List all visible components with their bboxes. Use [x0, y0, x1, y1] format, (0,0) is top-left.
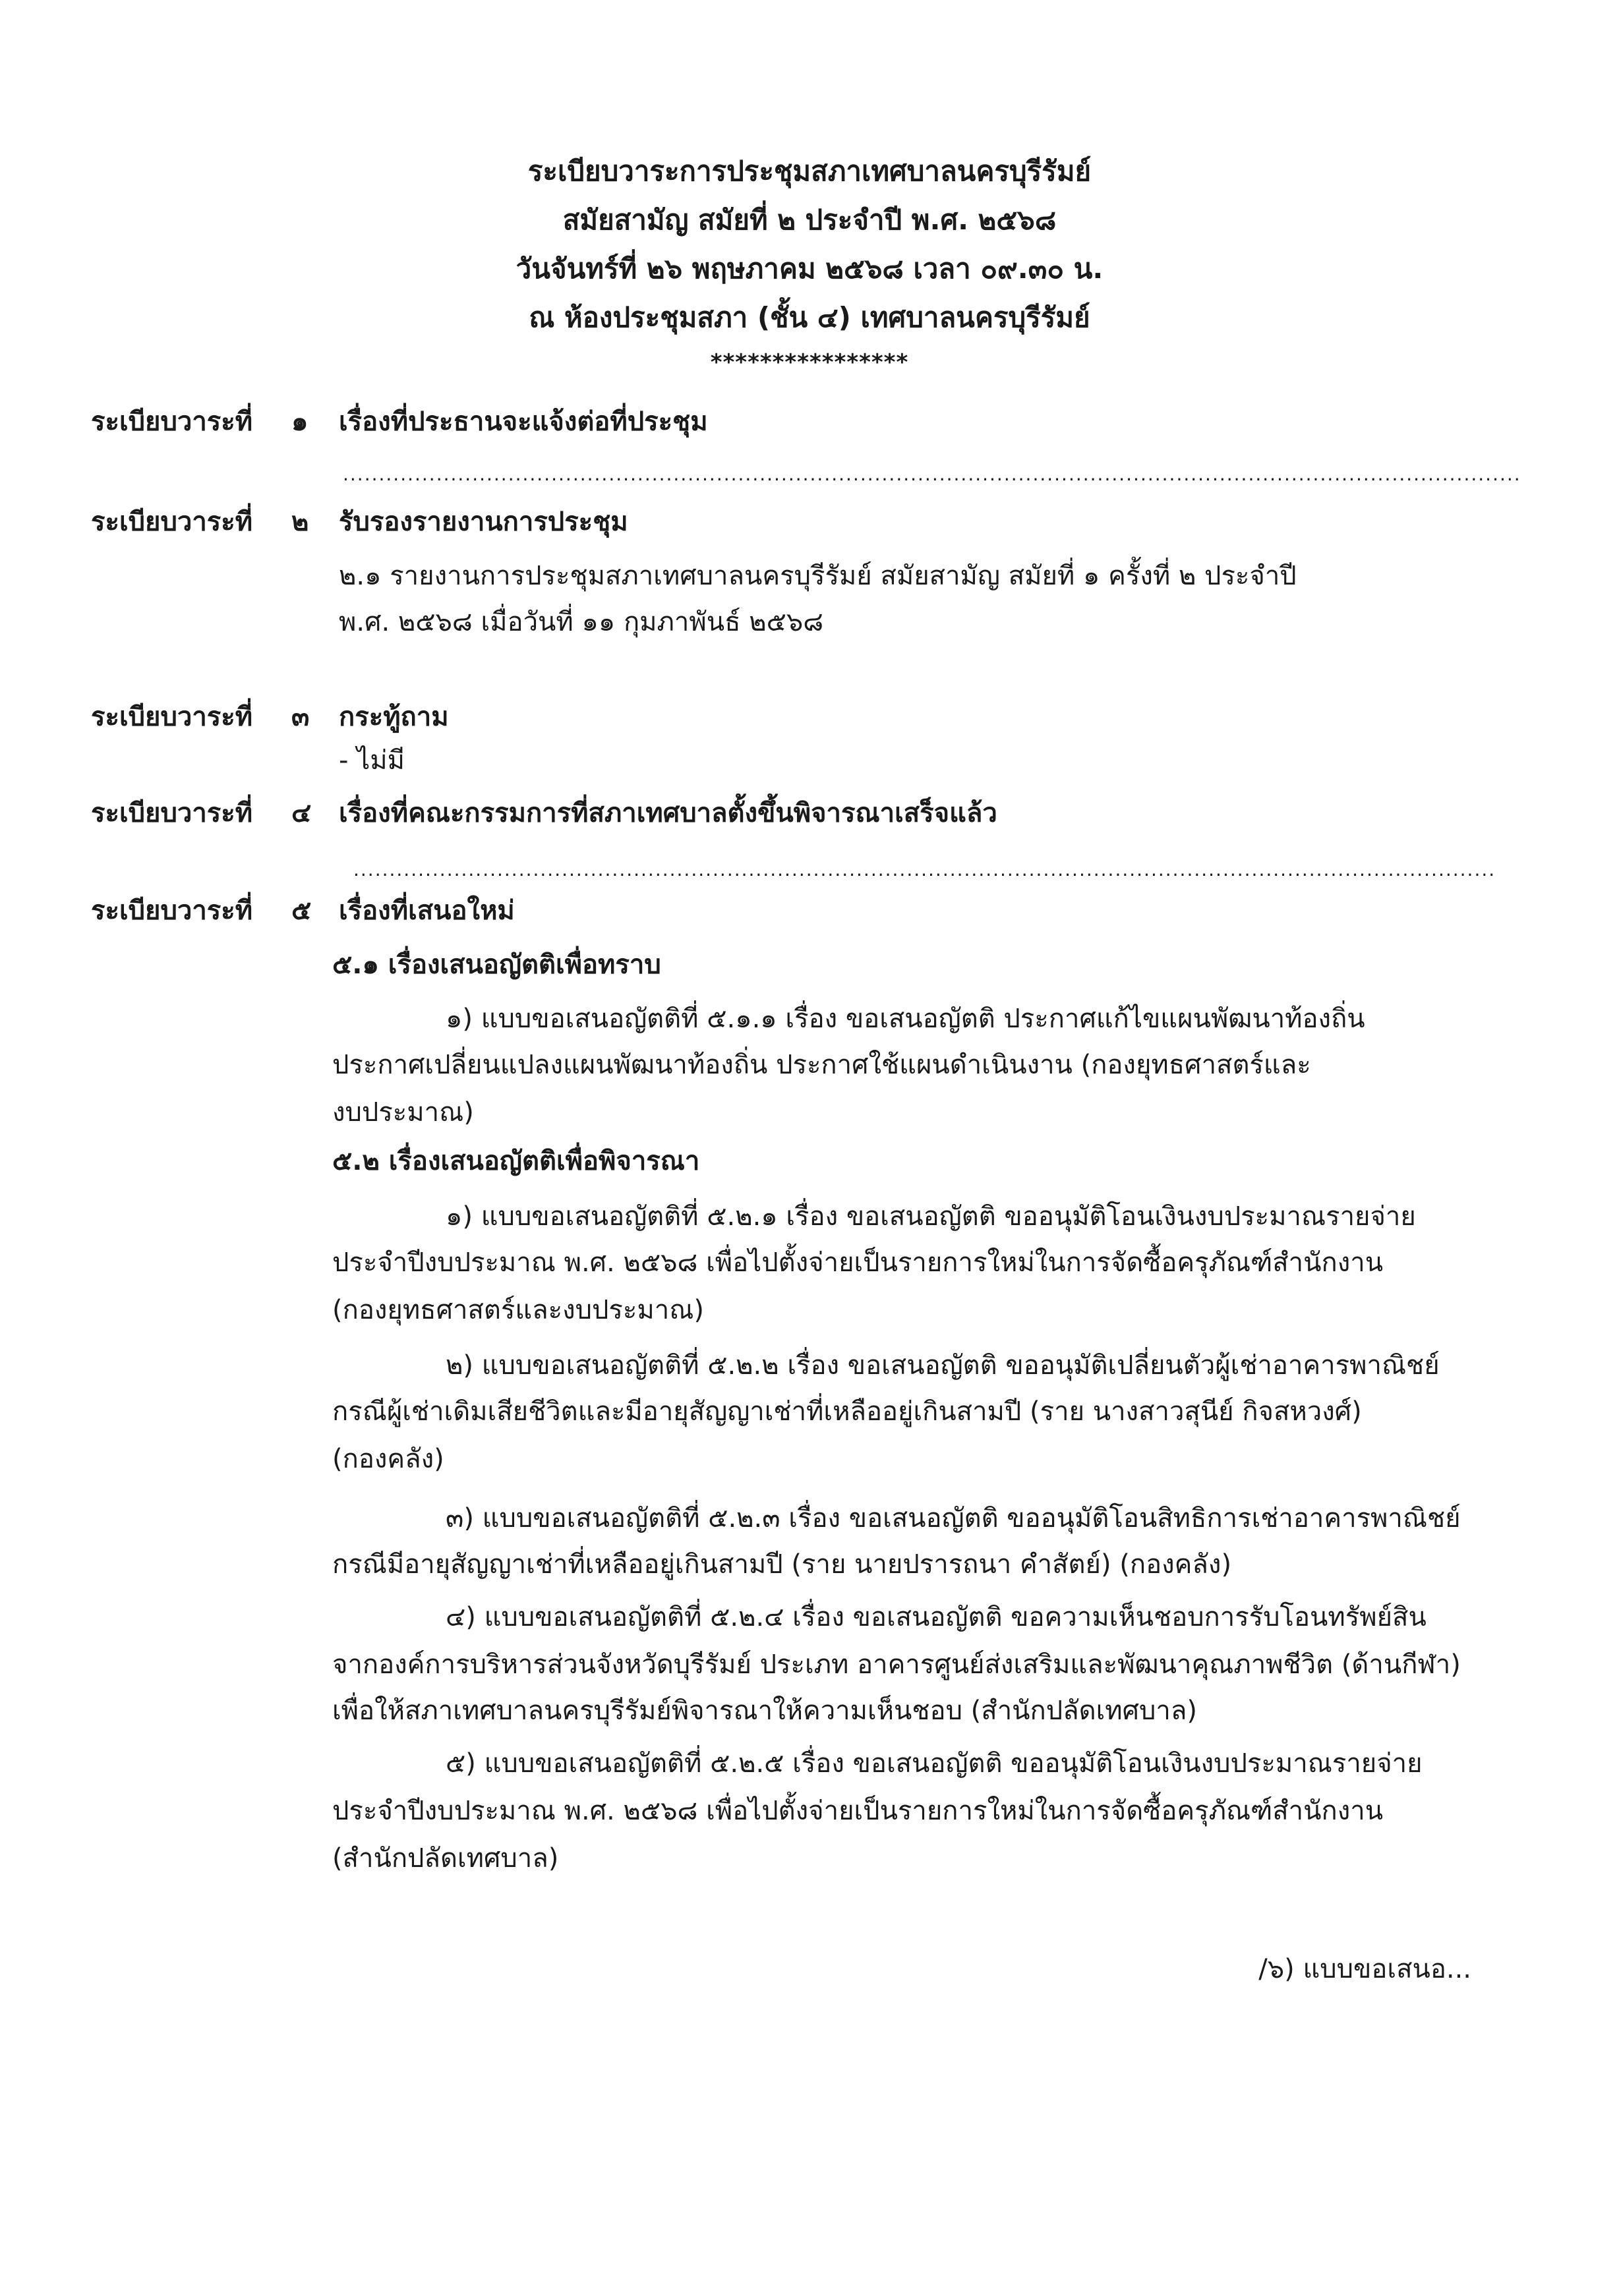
- agenda-2-body-line-1: ๒.๑ รายงานการประชุมสภาเทศบาลนครบุรีรัมย์ สมัยสามัญ สมัยที่ ๑ ครั้งที่ ๒ ประจำปี: [339, 561, 1297, 591]
- section-5-2-item-4-line-1: ๔) แบบขอเสนอญัตติที่ ๕.๒.๔ เรื่อง ขอเสนอญัตติ ขอความเห็นชอบการรับโอนทรัพย์สิน: [446, 1602, 1427, 1632]
- header-title: ระเบียบวาระการประชุมสภาเทศบาลนครบุรีรัมย์: [527, 155, 1092, 187]
- section-5-2-item-1-line-1: ๑) แบบขอเสนอญัตติที่ ๕.๒.๑ เรื่อง ขอเสนอญัตติ ขออนุมัติโอนเงินงบประมาณรายจ่าย: [446, 1201, 1416, 1232]
- agenda-3-number: ๓: [291, 702, 310, 732]
- section-5-2-item-4-line-3: เพื่อให้สภาเทศบาลนครบุรีรัมย์พิจารณาให้ความเห็นชอบ (สำนักปลัดเทศบาล): [332, 1696, 1197, 1726]
- header-separator: ****************: [710, 349, 909, 376]
- agenda-3-title: กระทู้ถาม: [339, 702, 449, 732]
- section-5-2-item-4-line-2: จากองค์การบริหารส่วนจังหวัดบุรีรัมย์ ประเภท อาคารศูนย์ส่งเสริมและพัฒนาคุณภาพชีวิต (ด้านกีฬา): [332, 1650, 1461, 1680]
- page-continuation-note: /๖) แบบขอเสนอ...: [1258, 1954, 1471, 1984]
- agenda-5-label: ระเบียบวาระที่: [91, 896, 253, 926]
- agenda-2-label: ระเบียบวาระที่: [91, 507, 253, 537]
- section-5-2-item-2-line-1: ๒) แบบขอเสนอญัตติที่ ๕.๒.๒ เรื่อง ขอเสนอญัตติ ขออนุมัติเปลี่ยนตัวผู้เช่าอาคารพาณิชย์: [446, 1350, 1440, 1381]
- agenda-3-label: ระเบียบวาระที่: [91, 702, 253, 732]
- agenda-5-number: ๕: [291, 896, 312, 926]
- section-5-2-item-2-line-2: กรณีผู้เช่าเดิมเสียชีวิตและมีอายุสัญญาเช่าที่เหลืออยู่เกินสามปี (ราย นางสาวสุนีย์ กิจสหวงศ์): [332, 1396, 1362, 1427]
- header-venue: ณ ห้องประชุมสภา (ชั้น ๔) เทศบาลนครบุรีรัมย์: [529, 301, 1090, 333]
- section-5-1-item-1-line-2: ประกาศเปลี่ยนแปลงแผนพัฒนาท้องถิ่น ประกาศใช้แผนดำเนินงาน (กองยุทธศาสตร์และ: [332, 1050, 1311, 1080]
- section-5-2-item-3-line-2: กรณีมีอายุสัญญาเช่าที่เหลืออยู่เกินสามปี (ราย นายปรารถนา คำสัตย์) (กองคลัง): [332, 1549, 1232, 1580]
- agenda-2-title: รับรองรายงานการประชุม: [339, 507, 628, 537]
- section-5-2-item-5-line-2: ประจำปีงบประมาณ พ.ศ. ๒๕๖๘ เพื่อไปตั้งจ่ายเป็นรายการใหม่ในการจัดซื้อครุภัณฑ์สำนักงาน: [332, 1796, 1384, 1826]
- agenda-4-number: ๔: [291, 798, 312, 828]
- agenda-5-title: เรื่องที่เสนอใหม่: [339, 896, 515, 926]
- agenda-3-body: - ไม่มี: [339, 745, 405, 776]
- section-5-2-item-5-line-1: ๕) แบบขอเสนอญัตติที่ ๕.๒.๕ เรื่อง ขอเสนอญัตติ ขออนุมัติโอนเงินงบประมาณรายจ่าย: [446, 1748, 1423, 1779]
- agenda-1-title: เรื่องที่ประธานจะแจ้งต่อที่ประชุม: [339, 407, 708, 437]
- section-5-2-item-5-line-3: (สำนักปลัดเทศบาล): [332, 1843, 559, 1874]
- section-5-1-title: ๕.๑ เรื่องเสนอญัตติเพื่อทราบ: [332, 950, 661, 980]
- agenda-2-number: ๒: [291, 507, 309, 537]
- agenda-4-label: ระเบียบวาระที่: [91, 798, 253, 828]
- section-5-2-title: ๕.๒ เรื่องเสนอญัตติเพื่อพิจารณา: [332, 1146, 700, 1176]
- agenda-4-title: เรื่องที่คณะกรรมการที่สภาเทศบาลตั้งขึ้นพิจารณาเสร็จแล้ว: [339, 798, 997, 828]
- agenda-1-number: ๑: [291, 407, 309, 437]
- agenda-1-dotted-line: ....................................................................................................................................................................: [343, 463, 1521, 485]
- header-session: สมัยสามัญ สมัยที่ ๒ ประจำปี พ.ศ. ๒๕๖๘: [562, 204, 1057, 236]
- section-5-2-item-3-line-1: ๓) แบบขอเสนอญัตติที่ ๕.๒.๓ เรื่อง ขอเสนอญัตติ ขออนุมัติโอนสิทธิการเช่าอาคารพาณิชย์: [446, 1503, 1461, 1534]
- section-5-2-item-2-line-3: (กองคลัง): [332, 1444, 444, 1474]
- agenda-1-label: ระเบียบวาระที่: [91, 407, 253, 437]
- agenda-2-body-line-2: พ.ศ. ๒๕๖๘ เมื่อวันที่ ๑๑ กุมภาพันธ์ ๒๕๖๘: [339, 607, 824, 637]
- section-5-1-item-1-line-3: งบประมาณ): [332, 1097, 474, 1128]
- section-5-1-item-1-line-1: ๑) แบบขอเสนอญัตติที่ ๕.๑.๑ เรื่อง ขอเสนอญัตติ ประกาศแก้ไขแผนพัฒนาท้องถิ่น: [446, 1004, 1365, 1034]
- agenda-4-dotted-line: ...............................................................................................................................................................: [353, 859, 1496, 880]
- header-date-time: วันจันทร์ที่ ๒๖ พฤษภาคม ๒๕๖๘ เวลา ๐๙.๓๐ น.: [515, 252, 1104, 285]
- section-5-2-item-1-line-2: ประจำปีงบประมาณ พ.ศ. ๒๕๖๘ เพื่อไปตั้งจ่ายเป็นรายการใหม่ในการจัดซื้อครุภัณฑ์สำนักงาน: [332, 1248, 1384, 1278]
- section-5-2-item-1-line-3: (กองยุทธศาสตร์และงบประมาณ): [332, 1295, 704, 1325]
